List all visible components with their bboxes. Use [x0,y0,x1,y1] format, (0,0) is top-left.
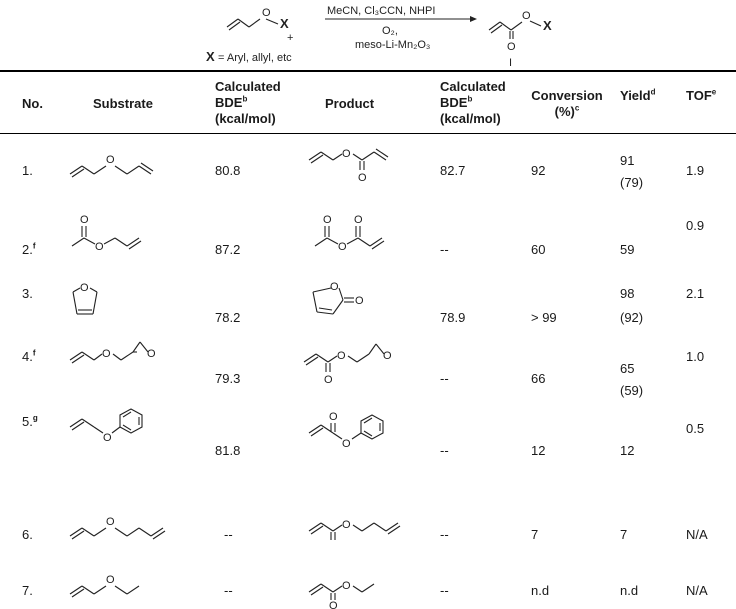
row7-product-structure [307,566,432,609]
row4-substrate-o-epoxide: O [147,348,156,360]
row4-substrate-o-ether: O [102,348,111,360]
row1-yield: 91 [620,153,635,168]
reaction-arrowhead [470,16,477,22]
row3-tof: 2.1 [686,286,705,301]
row4-tof: 1.0 [686,349,705,364]
product-id-label: I [509,57,513,69]
row2-substrate-o-carbonyl: O [80,214,89,226]
row4-conversion: 66 [531,371,546,386]
row2-substrate-o-ester: O [95,241,104,253]
row3-no-text: 3. [22,286,33,301]
row3-substrate-o-atom: O [80,282,89,294]
row3-yield: 98 [620,286,635,301]
row5-product-o-carbonyl: O [329,411,338,423]
row6-substrate-structure [68,510,198,540]
header-yield [620,88,655,104]
row5-tof: 0.5 [686,421,705,436]
row7-yield: n.d [620,583,639,598]
row7-conversion: n.d [531,583,550,598]
row6-product-o-ester: O [342,519,351,531]
header-tof-text: TOF [686,88,712,103]
row5-bde-product: -- [440,443,449,458]
row3-yield-isolated: (92) [620,310,644,325]
row3-product-o-carbonyl: O [355,295,364,307]
row7-bde-product: -- [440,583,449,598]
header-conversion-line2 [530,104,604,120]
header-bde-substrate-line1: Calculated [215,79,281,94]
row2-bde-product: -- [440,242,449,257]
header-bde-substrate [215,79,281,127]
row2-bde-substrate: 87.2 [215,242,241,257]
row1-bde-substrate: 80.8 [215,163,241,178]
header-tof [686,88,716,104]
header-bde-product [440,79,506,127]
row3-no [22,286,33,302]
row6-bde-product: -- [440,527,449,542]
header-bde-substrate-line3: (kcal/mol) [215,111,276,126]
row4-bde-product: -- [440,371,449,386]
header-product: Product [325,96,375,111]
row4-product-o-ester: O [337,350,346,362]
row3-bde-substrate: 78.2 [215,310,241,325]
row3-bde-product: 78.9 [440,310,466,325]
row5-product-o-ester: O [342,438,351,450]
row5-no [22,414,38,430]
row3-product-o-ring: O [330,281,339,293]
row4-no [22,349,36,365]
row1-product-o-carbonyl: O [358,172,367,184]
row5-bde-substrate: 81.8 [215,443,241,458]
x-definition-label: X [206,49,215,64]
row7-no [22,583,33,599]
row2-substrate-structure [68,206,178,256]
row2-no [22,242,36,258]
row7-product-o-ester: O [342,580,351,592]
row2-product-o-anhydride: O [338,241,347,253]
row3-substrate-structure [62,278,122,328]
row2-product-o-carbonyl1: O [323,214,332,226]
row1-substrate-structure [68,148,178,178]
product-carbonyl-o-atom: O [507,41,516,53]
row5-substrate-structure [68,405,178,450]
header-bde-product-footnote: b [467,94,473,104]
row7-product-o-carbonyl: O [329,600,338,609]
row5-yield: 12 [620,443,635,458]
product-ester-o-atom: O [522,10,531,22]
row1-no [22,163,33,179]
row2-tof: 0.9 [686,218,705,233]
header-bde-substrate-footnote: b [242,94,248,104]
row5-no-text: 5. [22,414,33,429]
row5-no-footnote: g [32,413,38,423]
conditions-line2: O₂, [382,25,398,37]
header-conversion-unit: (%) [554,104,575,119]
row2-no-footnote: f [32,241,36,251]
row2-no-text: 2. [22,242,33,257]
product-x-label: X [543,18,552,33]
substrate-o-atom: O [262,7,271,19]
substrate-allyl-ether-structure [227,19,278,30]
row1-product-structure [307,140,432,185]
row5-conversion: 12 [531,443,546,458]
row4-yield: 65 [620,361,635,376]
header-bde-product-bde: BDE [440,95,468,110]
row1-substrate-o-atom: O [106,154,115,166]
row4-product-o-carbonyl: O [324,374,333,386]
row7-substrate-o-atom: O [106,574,115,586]
header-bde-product-line3: (kcal/mol) [440,111,501,126]
row5-product-structure [307,405,432,455]
substrate-x-label: X [280,16,289,31]
row4-product-o-epoxide: O [383,350,392,362]
row6-no-text: 6. [22,527,33,542]
header-conversion-footnote: c [574,103,580,113]
header-bde-substrate-bde: BDE [215,95,243,110]
header-bde-product-line2 [440,95,506,111]
row3-conversion: > 99 [531,310,557,325]
row2-product-structure [307,206,432,256]
header-conversion [530,88,604,120]
row7-bde-substrate: -- [224,583,233,598]
conditions-line1: MeCN, Cl₃CCN, NHPI [327,5,436,17]
header-yield-footnote: d [650,87,656,97]
table-header-rule [0,133,736,134]
row6-conversion: 7 [531,527,539,542]
reaction-scheme-drawing [0,0,736,70]
row2-yield: 59 [620,242,635,257]
table-top-rule [0,70,736,72]
row7-no-text: 7. [22,583,33,598]
row4-product-structure [302,334,432,389]
header-bde-product-line1: Calculated [440,79,506,94]
row1-tof: 1.9 [686,163,705,178]
conditions-line3: meso-Li-Mn₂O₃ [355,39,431,51]
row6-no [22,527,33,543]
row6-yield: 7 [620,527,628,542]
x-definition-text: = Aryl, allyl, etc [218,52,292,64]
row6-bde-substrate: -- [224,527,233,542]
row6-substrate-o-atom: O [106,516,115,528]
row1-conversion: 92 [531,163,546,178]
row1-bde-product: 82.7 [440,163,466,178]
row4-no-footnote: f [32,348,36,358]
row6-tof: N/A [686,527,708,542]
product-acrylate-structure [489,21,541,39]
header-yield-text: Yield [620,88,651,103]
row2-conversion: 60 [531,242,546,257]
header-conversion-line1: Conversion [531,88,603,103]
row4-bde-substrate: 79.3 [215,371,241,386]
row3-product-structure [305,278,395,328]
header-no: No. [22,96,43,111]
row2-product-o-carbonyl2: O [354,214,363,226]
row1-yield-isolated: (79) [620,175,644,190]
row5-substrate-o-atom: O [103,432,112,444]
row4-no-text: 4. [22,349,33,364]
plus-sign: + [287,32,294,44]
row4-substrate-structure [68,334,178,374]
reaction-scheme [0,0,736,70]
row7-substrate-structure [68,568,178,598]
row1-product-o-ester: O [342,148,351,160]
header-bde-substrate-line2 [215,95,281,111]
row1-no-text: 1. [22,163,33,178]
header-substrate: Substrate [93,96,153,111]
row7-tof: N/A [686,583,708,598]
header-tof-footnote: e [711,87,717,97]
row6-product-structure [307,505,432,545]
row4-yield-isolated: (59) [620,383,644,398]
